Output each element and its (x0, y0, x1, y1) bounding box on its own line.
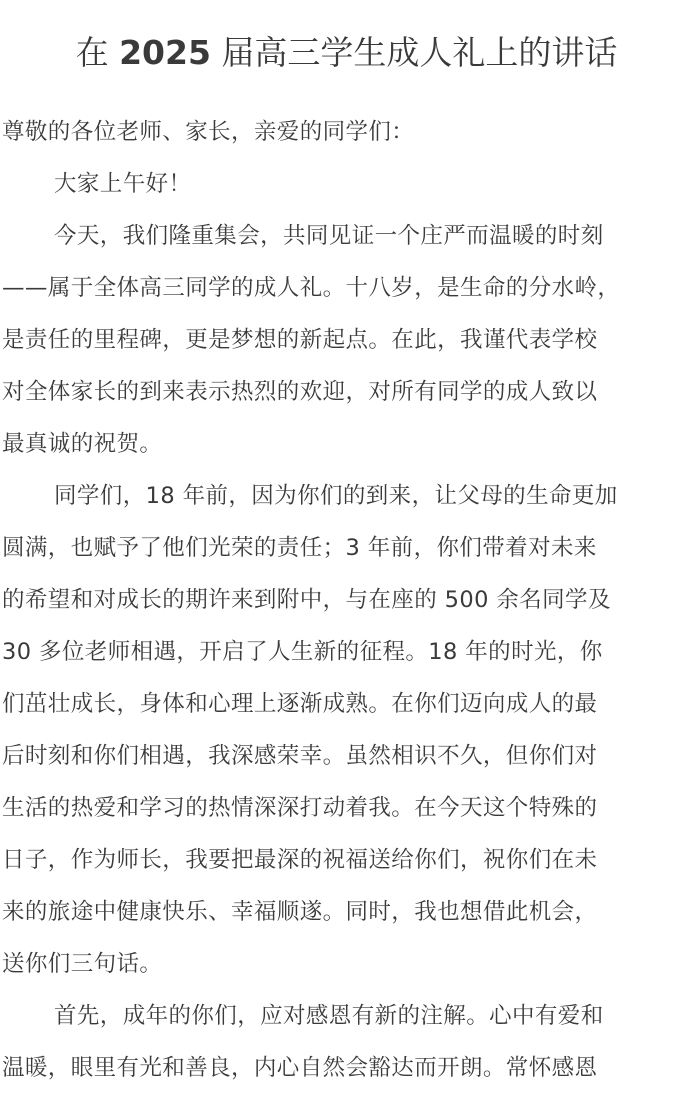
text-line: 对全体家长的到来表示热烈的欢迎，对所有同学的成人致以 (2, 379, 598, 405)
text-line: 温暖，眼里有光和善良，内心自然会豁达而开朗。常怀感恩 (2, 1055, 598, 1081)
title-year: 2025 (119, 33, 211, 72)
text-line: 圆满，也赋予了他们光荣的责任；3 年前，你们带着对未来 (2, 535, 597, 561)
paragraph-first-line: 同学们，18 年前，因为你们的到来，让父母的生命更加 (54, 483, 618, 509)
text-line: 来的旅途中健康快乐、幸福顺遂。同时，我也想借此机会， (2, 899, 598, 925)
text-line: ——属于全体高三同学的成人礼。十八岁，是生命的分水岭， (2, 275, 621, 301)
text-line: 尊敬的各位老师、家长，亲爱的同学们： (2, 119, 415, 145)
text-line: 30 多位老师相遇，开启了人生新的征程。18 年的时光，你 (2, 639, 603, 665)
title-prefix: 在 (75, 33, 120, 72)
text-line: 们茁壮成长，身体和心理上逐渐成熟。在你们迈向成人的最 (2, 691, 598, 717)
text-line: 最真诚的祝贺。 (2, 431, 163, 457)
text-line: 的希望和对成长的期许来到附中，与在座的 500 余名同学及 (2, 587, 611, 613)
text-line: 后时刻和你们相遇，我深感荣幸。虽然相识不久，但你们对 (2, 743, 598, 769)
page-title (0, 30, 693, 76)
speech-body (2, 106, 693, 1094)
text-line: 是责任的里程碑，更是梦想的新起点。在此，我谨代表学校 (2, 327, 598, 353)
text-line: 生活的热爱和学习的热情深深打动着我。在今天这个特殊的 (2, 795, 598, 821)
paragraph-first-line: 今天，我们隆重集会，共同见证一个庄严而温暖的时刻 (54, 223, 604, 249)
title-suffix: 届高三学生成人礼上的讲话 (210, 33, 618, 72)
text-line: 送你们三句话。 (2, 951, 163, 977)
text-line: 日子，作为师长，我要把最深的祝福送给你们，祝你们在未 (2, 847, 598, 873)
paragraph-first-line: 大家上午好！ (54, 171, 192, 197)
paragraph-first-line: 首先，成年的你们，应对感恩有新的注解。心中有爱和 (54, 1003, 604, 1029)
